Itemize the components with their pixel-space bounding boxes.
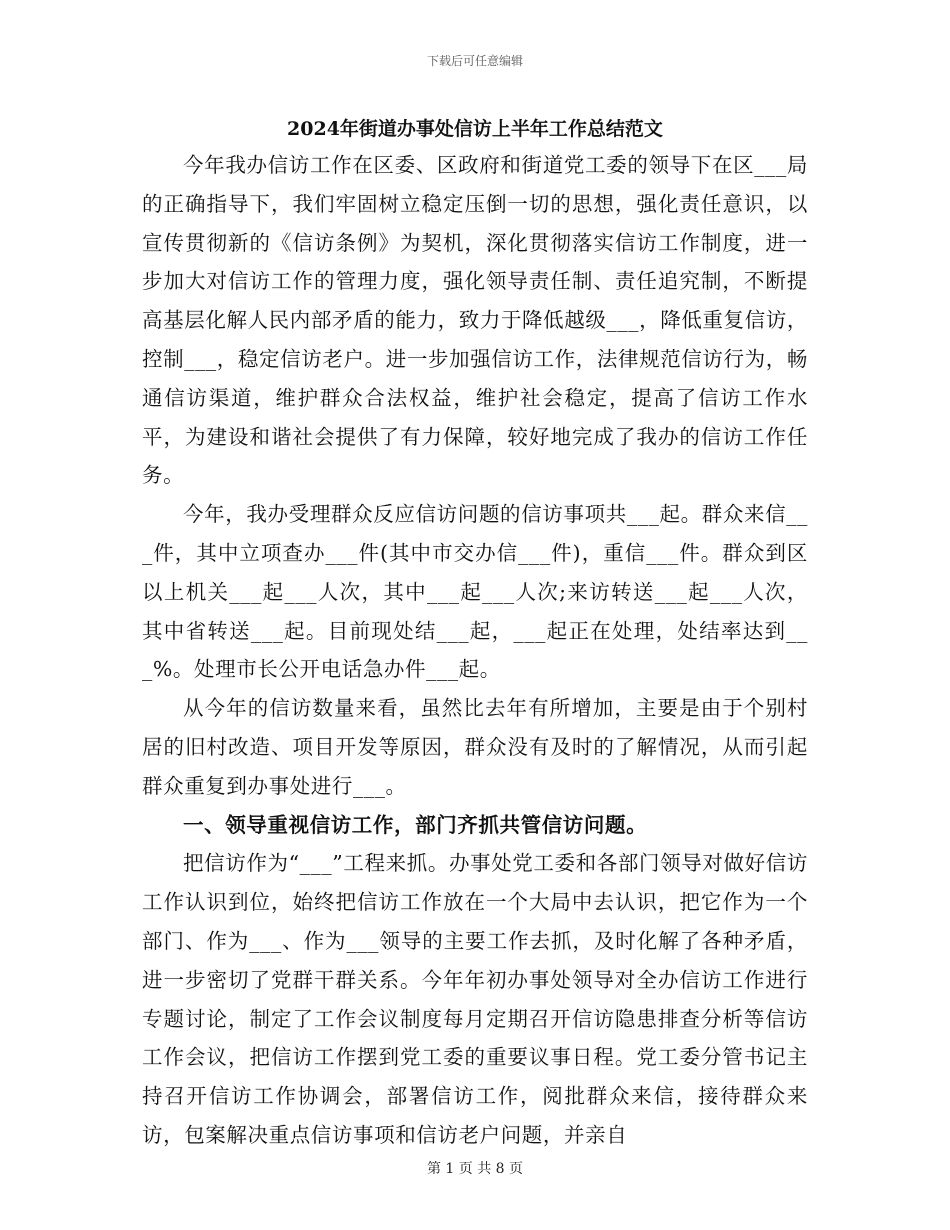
document-title: 2024年街道办事处信访上半年工作总结范文 [287, 118, 663, 140]
section-paragraph: 把信访作为“___”工程来抓。办事处党工委和各部门领导对做好信访工作认识到位，始终把信访工作放在一个大局中去认识，把它作为一个部门、作为___、作为___领导的主要工作去抓，及时化解了各种矛盾，进一步密切了党群干群关系。今年年初办事处领导对全办信访工作进行专题讨论，制定了工作会议制度每月定期召开信访隐患排查分析等信访工作会议，把信访工作摆到党工委的重要议事日程。党工委分管书记主持召开信访工作协调会，部署信访工作，阅批群众来信，接待群众来访，包案解决重点信访事项和信访老户问题，并亲自 [142, 851, 808, 1147]
paragraph-statistics: 今年，我办受理群众反应信访问题的信访事项共___起。群众来信___件，其中立项查办___件(其中市交办信___件)，重信___件。群众到区以上机关___起___人次，其中___起___人次;来访转送___起___人次，其中省转送___起。目前现处结___起，___起正在处理，处结率达到___%。处理市长公开电话急办件___起。 [142, 502, 808, 682]
paragraph-intro: 今年我办信访工作在区委、区政府和街道党工委的领导下在区___局的正确指导下，我们牢固树立稳定压倒一切的思想，强化责任意识，以宣传贯彻新的《信访条例》为契机，深化贯彻落实信访工作制度，进一步加大对信访工作的管理力度，强化领导责任制、责任追究制，不断提高基层化解人民内部矛盾的能力，致力于降低越级___，降低重复信访，控制___，稳定信访老户。进一步加强信访工作，法律规范信访行为，畅通信访渠道，维护群众合法权益，维护社会稳定，提高了信访工作水平，为建设和谐社会提供了有力保障，较好地完成了我办的信访工作任务。 [142, 153, 808, 488]
page-number: 第 1 页 共 8 页 [426, 1161, 524, 1177]
page-header-note: 下载后可任意编辑 [426, 54, 523, 68]
section-heading: 一、领导重视信访工作，部门齐抓共管信访问题。 [183, 812, 648, 837]
paragraph-analysis: 从今年的信访数量来看，虽然比去年有所增加，主要是由于个别村居的旧村改造、项目开发等原因，群众没有及时的了解情况，从而引起群众重复到办事处进行___。 [142, 696, 808, 798]
document-body [142, 146, 808, 1155]
